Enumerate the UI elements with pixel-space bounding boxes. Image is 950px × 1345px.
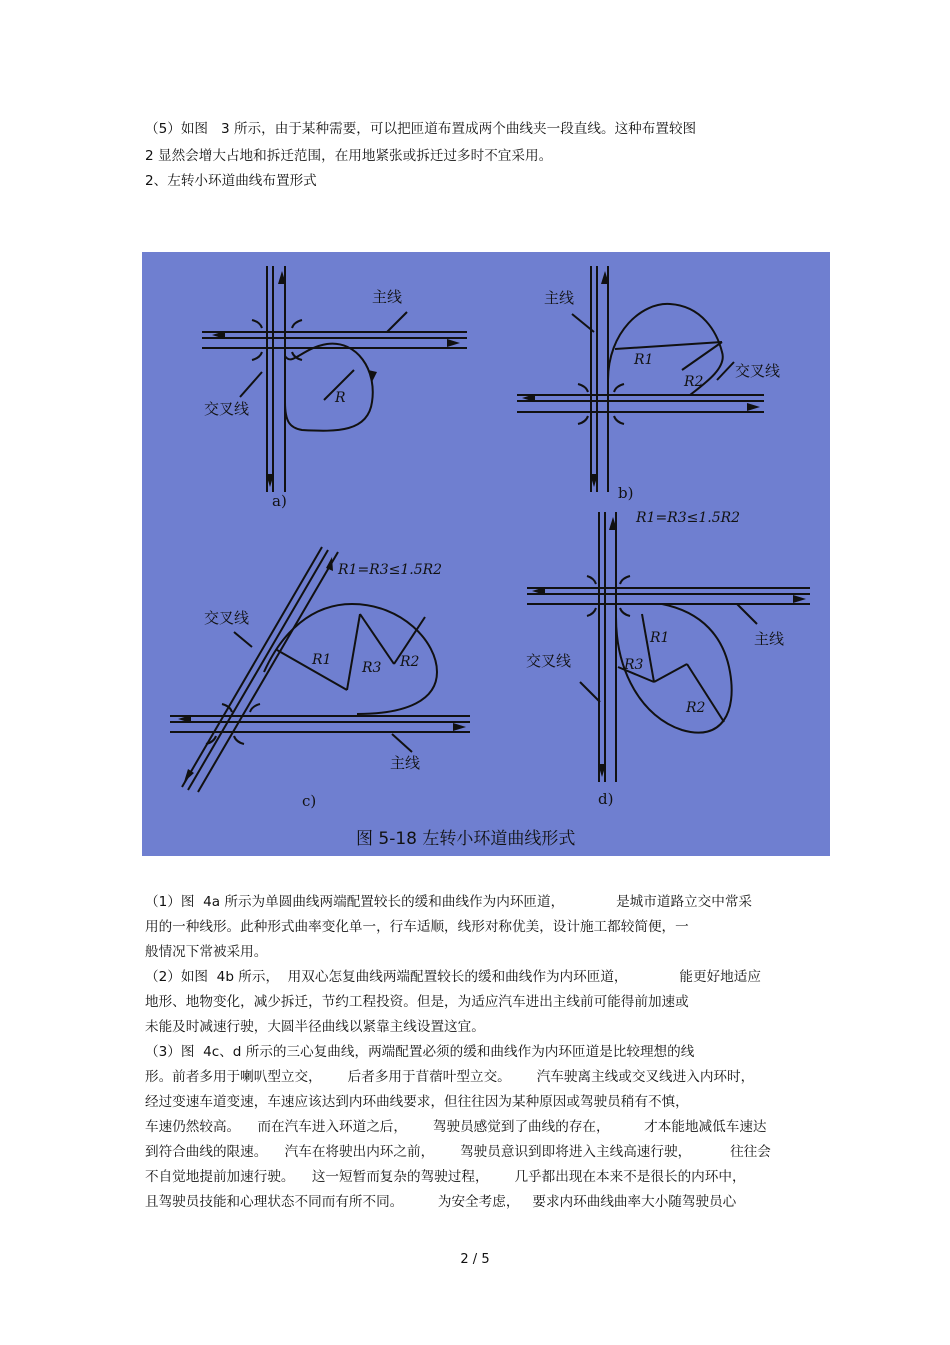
- label-main-line-d: 主线: [754, 630, 785, 648]
- paragraph-line: 不自觉地提前加速行驶。 这一短暂而复杂的驾驶过程， 几乎都出现在本来不是很长的内环中，: [145, 1169, 746, 1185]
- paragraph-line: （2）如图 4b 所示， 用双心怎复曲线两端配置较长的缓和曲线作为内环匝道， 能更好地适应: [145, 969, 761, 985]
- label-r2-c: R2: [400, 654, 420, 670]
- paragraph-line: 般情况下常被采用。: [145, 944, 268, 960]
- label-cross-line-d: 交叉线: [526, 652, 572, 670]
- paragraph-line: （3）图 4c、d 所示的三心复曲线，两端配置必须的缓和曲线作为内环匝道是比较理想的线: [145, 1044, 695, 1060]
- label-cross-line-a: 交叉线: [204, 400, 250, 418]
- label-sub-c: c): [302, 792, 317, 810]
- paragraph-line: 未能及时减速行驶，大圆半径曲线以紧靠主线设置这宜。: [145, 1019, 485, 1035]
- paragraph-line: 2 显然会增大占地和拆迁范围，在用地紧张或拆迁过多时不宜采用。: [145, 148, 553, 164]
- paragraph-line: 到符合曲线的限速。 汽车在将驶出内环之前， 驾驶员意识到即将进入主线高速行驶， 往往会: [145, 1144, 771, 1160]
- formula-d: R1=R3≤1.5R2: [636, 510, 741, 526]
- figure-drawing: [142, 252, 830, 856]
- label-r3-c: R3: [362, 660, 382, 676]
- page-number: 2 / 5: [460, 1252, 490, 1267]
- paragraph-line: （1）图 4a 所示为单圆曲线两端配置较长的缓和曲线作为内环匝道， 是城市道路立交中常采: [145, 894, 753, 910]
- label-r1-d: R1: [650, 630, 670, 646]
- paragraph-line: 用的一种线形。此种形式曲率变化单一，行车适顺，线形对称优美，设计施工都较简便，一: [145, 919, 689, 935]
- label-sub-b: b): [618, 484, 634, 502]
- label-main-line-c: 主线: [390, 754, 421, 772]
- label-sub-a: a): [272, 492, 287, 510]
- figure-left-turn-loop: [142, 252, 830, 856]
- paragraph-line: 形。前者多用于喇叭型立交， 后者多用于苜蓿叶型立交。 汽车驶离主线或交叉线进入内环时，: [145, 1069, 755, 1085]
- diagram-a: [202, 266, 467, 492]
- paragraph-line: 车速仍然较高。 而在汽车进入环道之后， 驾驶员感觉到了曲线的存在， 才本能地减低车速达: [145, 1119, 767, 1135]
- paragraph-line: 经过变速车道变速，车速应该达到内环曲线要求，但往往因为某种原因或驾驶员稍有不慎，: [145, 1094, 689, 1110]
- label-r2-b: R2: [684, 374, 704, 390]
- label-r1-b: R1: [634, 352, 654, 368]
- paragraph-line: 地形、地物变化，减少拆迁，节约工程投资。但是，为适应汽车进出主线前可能得前加速或: [145, 994, 689, 1010]
- label-r3-d: R3: [624, 657, 644, 673]
- label-r1-c: R1: [312, 652, 332, 668]
- label-cross-line-c: 交叉线: [204, 609, 250, 627]
- label-sub-d: d): [598, 790, 614, 808]
- paragraph-line: （5）如图 3 所示，由于某种需要，可以把匝道布置成两个曲线夹一段直线。这种布置较图: [145, 121, 697, 137]
- figure-caption: 图 5-18 左转小环道曲线形式: [356, 829, 576, 849]
- label-radius-a: R: [335, 390, 346, 406]
- label-main-line-b: 主线: [544, 289, 575, 307]
- label-r2-d: R2: [686, 700, 706, 716]
- formula-c: R1=R3≤1.5R2: [338, 562, 443, 578]
- label-cross-line-b: 交叉线: [735, 362, 781, 380]
- section-heading: 2、左转小环道曲线布置形式: [145, 173, 317, 189]
- label-main-line-a: 主线: [372, 288, 403, 306]
- paragraph-line: 且驾驶员技能和心理状态不同而有所不同。 为安全考虑， 要求内环曲线曲率大小随驾驶员心: [145, 1194, 737, 1210]
- diagram-c: [170, 547, 470, 792]
